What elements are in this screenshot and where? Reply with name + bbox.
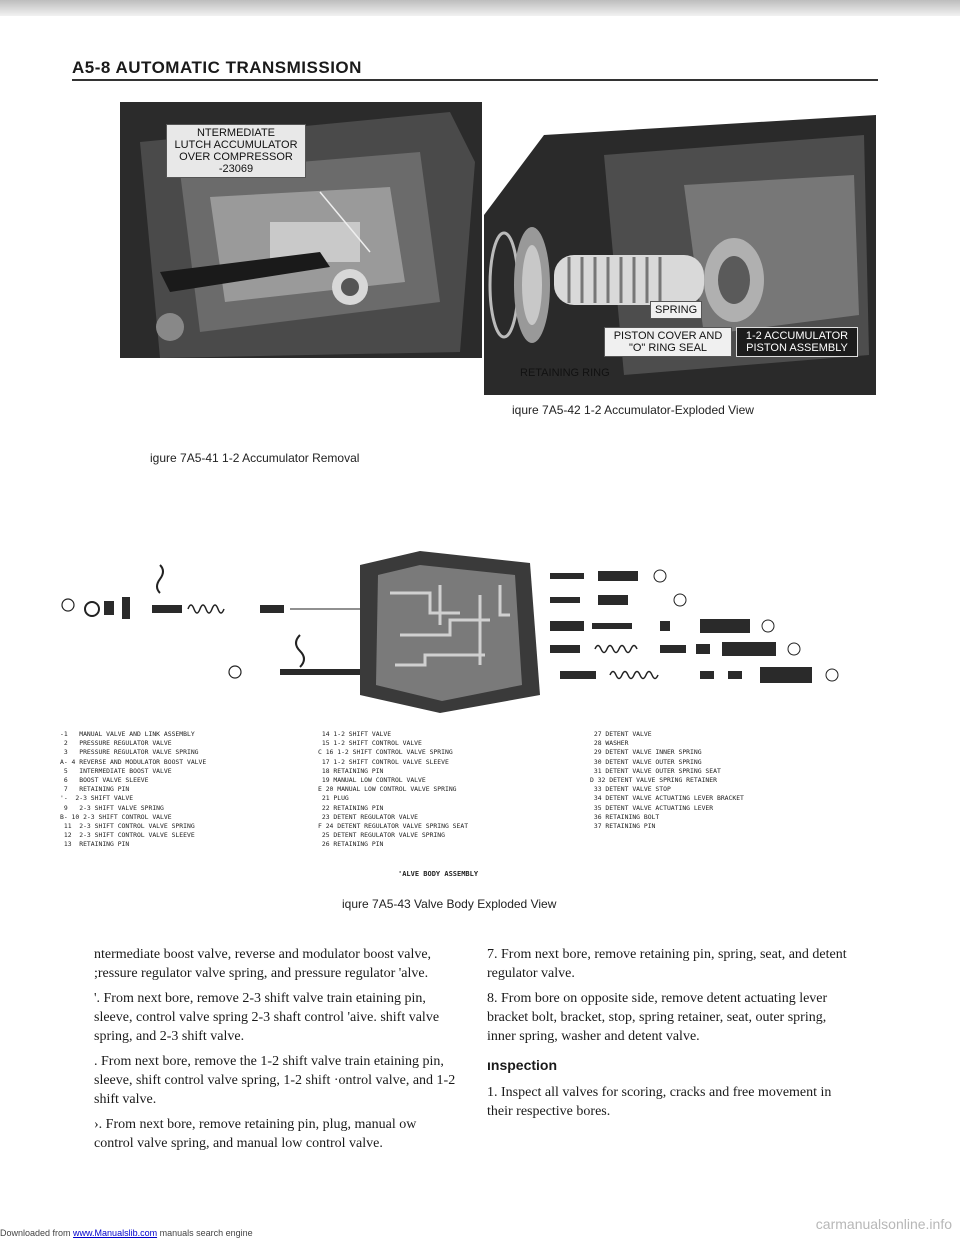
figure-41-caption: igure 7A5-41 1-2 Accumulator Removal — [150, 451, 360, 465]
paragraph-step-8: 8. From bore on opposite side, remove detent actuating lever bracket bolt, bracket, stop, spring retainer, seat, outer spring, inner spring, washer and detent valve. — [487, 991, 828, 1044]
paragraph-step-3: ntermediate boost valve, reverse and modulator boost valve, ;ressure regulator valve spring, and pressure regulator 'alve. — [94, 947, 432, 981]
page-footer — [0, 1228, 253, 1238]
paragraph-step-6: ›. From next bore, remove retaining pin, plug, manual ow control valve spring, and manual low control valve. — [94, 1117, 417, 1151]
watermark-text: carmanualsonline.info — [815, 1216, 952, 1232]
paragraph-step-7: 7. From next bore, remove retaining pin, spring, seat, and detent regulator valve. — [487, 947, 847, 981]
right-text-column — [487, 945, 857, 1127]
figure-42-piston-cover-label: PISTON COVER AND "O" RING SEAL — [604, 327, 732, 357]
header-rule — [72, 79, 878, 81]
figure-42-caption: iqure 7A5-42 1-2 Accumulator-Exploded View — [512, 403, 754, 417]
figure-43-assembly-label: 'ALVE BODY ASSEMBLY — [398, 870, 479, 878]
scan-top-edge — [0, 0, 960, 16]
paragraph-step-4: '. From next bore, remove 2-3 shift valve train etaining pin, sleeve, control valve spring 2-3 shaft control 'aive. shift valve spring, and 2-3 shift valve. — [94, 991, 440, 1044]
inspection-heading: ınspection — [487, 1057, 558, 1073]
figure-43-exploded-view — [60, 545, 880, 720]
figure-43-illustration — [60, 545, 880, 720]
figure-43-legend-col-1: -1 MANUAL VALVE AND LINK ASSEMBLY 2 PRESSURE REGULATOR VALVE 3 PRESSURE REGULATOR VALVE SPRING A- 4 REVERSE AND MODULATOR BOOST VALVE 5 INTERMEDIATE BOOST VALVE 6 BOOST VALVE SLEEVE 7 RETAINING PIN '- 2-3 SHIFT VALVE 9 2-3 SHIFT VALVE SPRING B- 10 2-3 SHIFT CONTROL VALVE 11 2-3 SHIFT CONTROL VALVE SPRING 12 2-3 SHIFT CONTROL VALVE SLEEVE 13 RETAINING PIN — [60, 730, 207, 849]
figure-42-retaining-ring-label: RETAINING RING — [520, 367, 610, 379]
figure-42-spring-label: SPRING — [650, 301, 702, 319]
inspection-step-1: 1. Inspect all valves for scoring, cracks and free movement in their respective bores. — [487, 1085, 832, 1119]
footer-prefix: Downloaded from — [0, 1228, 74, 1238]
figure-42-accumulator-label: 1-2 ACCUMULATOR PISTON ASSEMBLY — [736, 327, 858, 357]
figure-42-photo — [484, 95, 876, 395]
figure-41-tool-label: NTERMEDIATE LUTCH ACCUMULATOR OVER COMPRESSOR -23069 — [166, 124, 306, 178]
figure-43-legend-col-3: 27 DETENT VALVE 28 WASHER 29 DETENT VALVE INNER SPRING 30 DETENT VALVE OUTER SPRING 31 DETENT VALVE OUTER SPRING SEAT D 32 DETENT VALVE SPRING RETAINER 33 DETENT VALVE STOP 34 DETENT VALVE ACTUATING LEVER BRACKET 35 DETENT VALVE ACTUATING LEVER 36 RETAINING BOLT 37 RETAINING PIN — [590, 730, 744, 831]
figure-43-legend-col-2: 14 1-2 SHIFT VALVE 15 1-2 SHIFT CONTROL VALVE C 16 1-2 SHIFT CONTROL VALVE SPRING 17 1-2 SHIFT CONTROL VALVE SLEEVE 18 RETAINING PIN 19 MANUAL LOW CONTROL VALVE E 20 MANUAL LOW CONTROL VALVE SPRING 21 PLUG 22 RETAINING PIN 23 DETENT REGULATOR VALVE F 24 DETENT REGULATOR VALVE SPRING SEAT 25 DETENT REGULATOR VALVE SPRING 26 RETAINING PIN — [318, 730, 469, 849]
figure-43-caption: iqure 7A5-43 Valve Body Exploded View — [342, 897, 557, 911]
left-text-column — [94, 945, 456, 1159]
paragraph-step-5: . From next bore, remove the 1-2 shift valve train etaining pin, sleeve, shift control valve spring, 1-2 shift ·ontrol valve, and 1-2 shift valve. — [94, 1054, 456, 1107]
page-header-title: A5-8 AUTOMATIC TRANSMISSION — [72, 58, 362, 77]
footer-suffix: manuals search engine — [157, 1228, 253, 1238]
figure-41-photo — [120, 102, 482, 358]
manualslib-link[interactable]: www.Manualslib.com — [73, 1228, 158, 1238]
